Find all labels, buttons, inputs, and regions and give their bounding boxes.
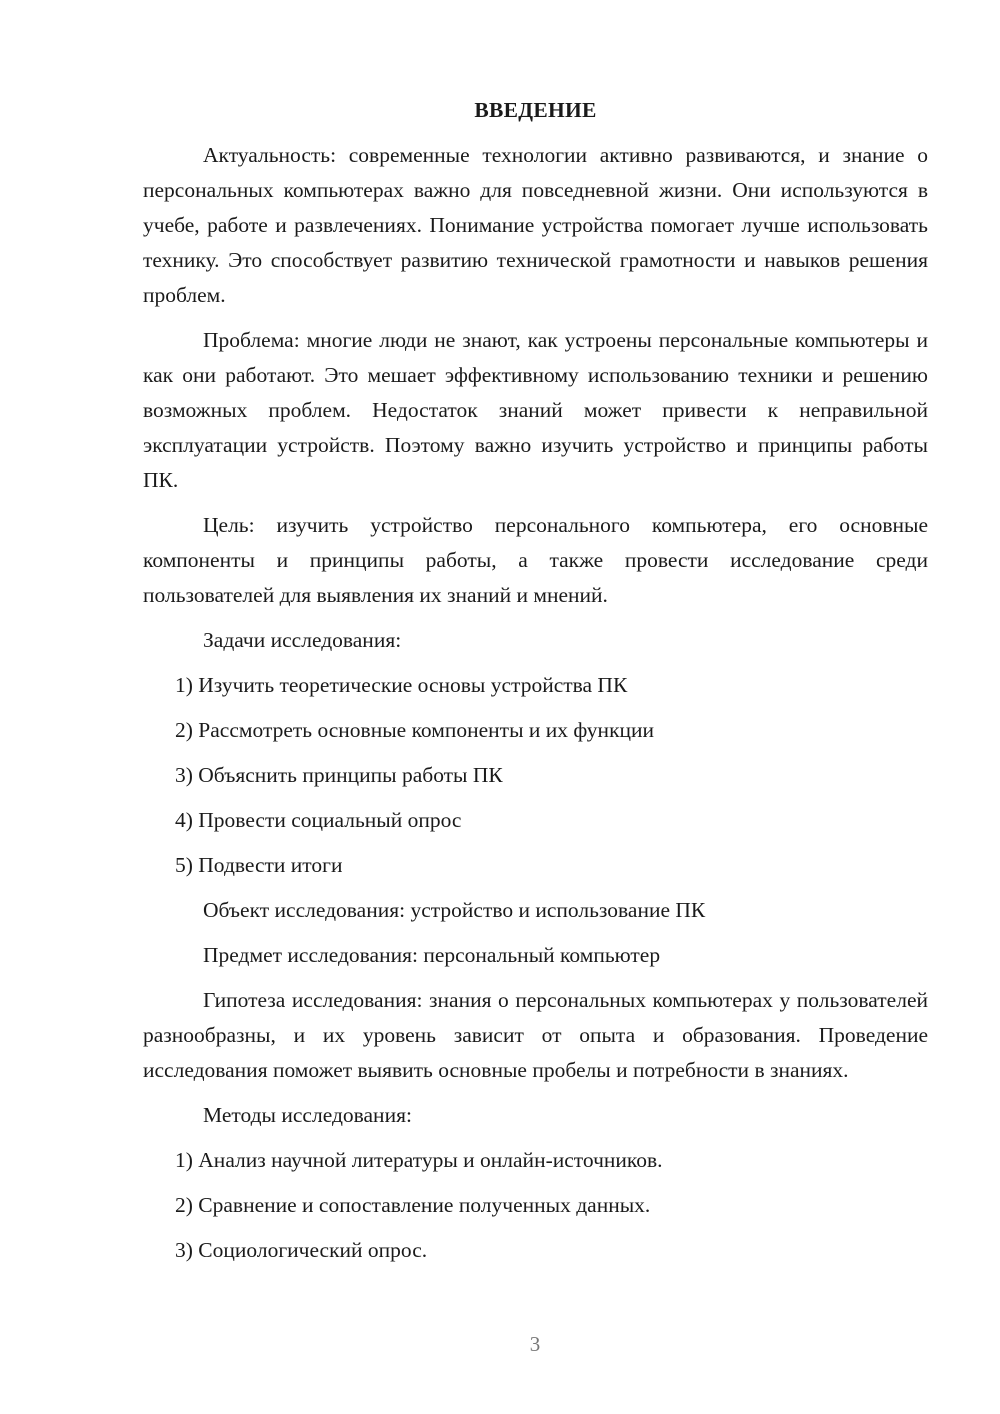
relevance-paragraph: Актуальность: современные технологии активно развиваются, и знание о персональных компьютерах важно для повседневной жизни. Они используются в учебе, работе и развлечениях. Понимание устройства помогает лучше использовать технику. Это способствует развитию технической грамотности и навыков решения проблем. [143, 143, 928, 307]
page-title: ВВЕДЕНИЕ [474, 98, 597, 122]
list-item: 1) Изучить теоретические основы устройства ПК [175, 673, 628, 697]
methods-list [143, 1143, 928, 1268]
list-item: 2) Сравнение и сопоставление полученных данных. [175, 1193, 651, 1217]
research-object: Объект исследования: устройство и использование ПК [203, 898, 706, 922]
list-item: 3) Объяснить принципы работы ПК [175, 763, 503, 787]
tasks-heading: Задачи исследования: [203, 628, 402, 652]
problem-paragraph: Проблема: многие люди не знают, как устроены персональные компьютеры и как они работают. Это мешает эффективному использованию техники и решению возможных проблем. Недостаток знаний может привести к неправильной эксплуатации устройств. Поэтому важно изучить устройство и принципы работы ПК. [143, 328, 928, 492]
hypothesis-paragraph: Гипотеза исследования: знания о персональных компьютерах у пользователей разнообразны, и их уровень зависит от опыта и образования. Проведение исследования поможет выявить основные пробелы и потребности в знаниях. [143, 988, 928, 1082]
list-item: 5) Подвести итоги [175, 853, 343, 877]
list-item: 2) Рассмотреть основные компоненты и их функции [175, 718, 655, 742]
list-item: 4) Провести социальный опрос [175, 808, 462, 832]
tasks-list [143, 668, 928, 883]
list-item: 1) Анализ научной литературы и онлайн-источников. [175, 1148, 663, 1172]
research-subject: Предмет исследования: персональный компьютер [203, 943, 661, 967]
page-number: 3 [529, 1332, 541, 1356]
goal-paragraph: Цель: изучить устройство персонального компьютера, его основные компоненты и принципы работы, а также провести исследование среди пользователей для выявления их знаний и мнений. [143, 513, 928, 607]
methods-heading: Методы исследования: [203, 1103, 412, 1127]
document-page [143, 92, 928, 1278]
list-item: 3) Социологический опрос. [175, 1238, 428, 1262]
